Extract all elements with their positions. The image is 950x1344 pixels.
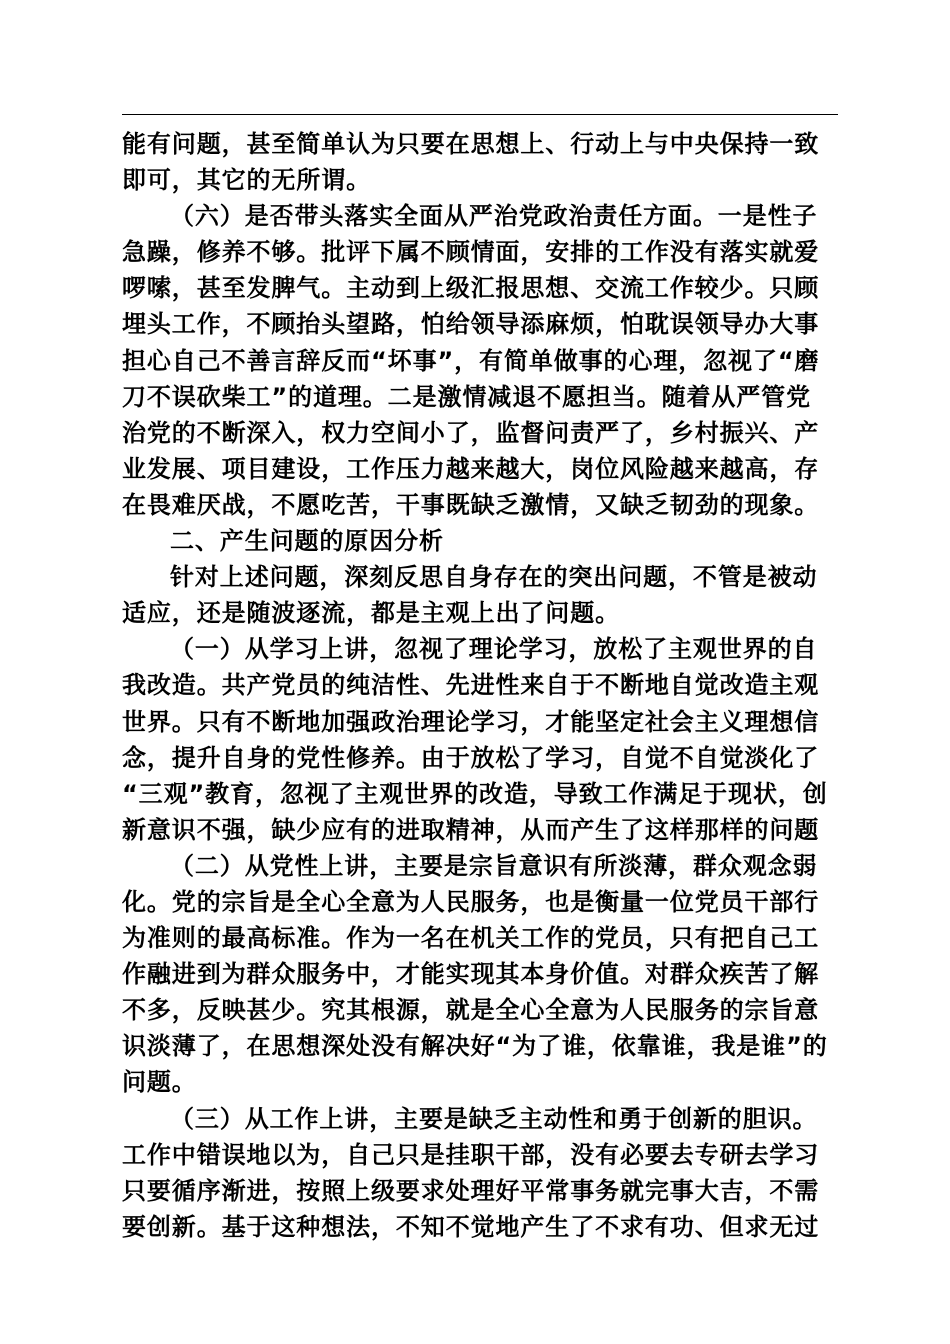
text-line: 识淡薄了，在思想深处没有解决好“为了谁，依靠谁，我是谁”的: [122, 1032, 828, 1061]
text-line: 埋头工作，不顾抬头望路，怕给领导添麻烦，怕耽误领导办大事: [122, 310, 820, 339]
text-line: “三观”教育，忽视了主观世界的改造，导致工作满足于现状，创: [122, 779, 828, 808]
text-line: 我改造。共产党员的纯洁性、先进性来自于不断地自觉改造主观: [122, 671, 820, 700]
text-line: 业发展、项目建设，工作压力越来越大，岗位风险越来越高，存: [122, 454, 820, 483]
text-line: 为准则的最高标准。作为一名在机关工作的党员，只有把自己工: [122, 924, 820, 953]
text-line: 适应，还是随波逐流，都是主观上出了问题。: [122, 599, 620, 628]
text-line: 针对上述问题，深刻反思自身存在的突出问题，不管是被动: [170, 563, 818, 592]
text-line: （三）从工作上讲，主要是缺乏主动性和勇于创新的胆识。: [170, 1104, 818, 1133]
text-line: 担心自己不善言辞反而“坏事”，有简单做事的心理，忽视了“磨: [122, 346, 820, 375]
text-line: 新意识不强，缺少应有的进取精神，从而产生了这样那样的问题: [122, 815, 820, 844]
text-line: 急躁，修养不够。批评下属不顾情面，安排的工作没有落实就爱: [122, 238, 820, 267]
document-body: [122, 126, 838, 1245]
text-line: （六）是否带头落实全面从严治党政治责任方面。一是性子: [170, 202, 818, 231]
text-line: 作融进到为群众服务中，才能实现其本身价值。对群众疾苦了解: [122, 960, 820, 989]
text-line: 化。党的宗旨是全心全意为人民服务，也是衡量一位党员干部行: [122, 887, 820, 916]
text-line: 不多，反映甚少。究其根源，就是全心全意为人民服务的宗旨意: [122, 996, 820, 1025]
text-line: 世界。只有不断地加强政治理论学习，才能坚定社会主义理想信: [122, 707, 820, 736]
text-line: 能有问题，甚至简单认为只要在思想上、行动上与中央保持一致: [122, 130, 820, 158]
text-line: 要创新。基于这种想法，不知不觉地产生了不求有功、但求无过: [122, 1212, 820, 1241]
text-line: 在畏难厌战，不愿吃苦，干事既缺乏激情，又缺乏韧劲的现象。: [122, 490, 820, 519]
header-rule: [122, 114, 838, 115]
text-line: 治党的不断深入，权力空间小了，监督问责严了，乡村振兴、产: [122, 418, 820, 447]
text-line: 二、产生问题的原因分析: [170, 527, 444, 556]
text-line: 啰嗦，甚至发脾气。主动到上级汇报思想、交流工作较少。只顾: [122, 274, 820, 303]
text-line: （一）从学习上讲，忽视了理论学习，放松了主观世界的自: [170, 635, 818, 664]
text-line: 刀不误砍柴工”的道理。二是激情减退不愿担当。随着从严管党: [122, 382, 811, 411]
text-line: 念，提升自身的党性修养。由于放松了学习，自觉不自觉淡化了: [122, 743, 820, 772]
text-line: 即可，其它的无所谓。: [122, 166, 371, 195]
text-line: 只要循序渐进，按照上级要求处理好平常事务就完事大吉，不需: [122, 1176, 820, 1205]
text-line: 问题。: [122, 1068, 197, 1097]
text-line: 工作中错误地以为，自己只是挂职干部，没有必要去专研去学习: [122, 1140, 820, 1169]
text-line: （二）从党性上讲，主要是宗旨意识有所淡薄，群众观念弱: [170, 851, 818, 880]
